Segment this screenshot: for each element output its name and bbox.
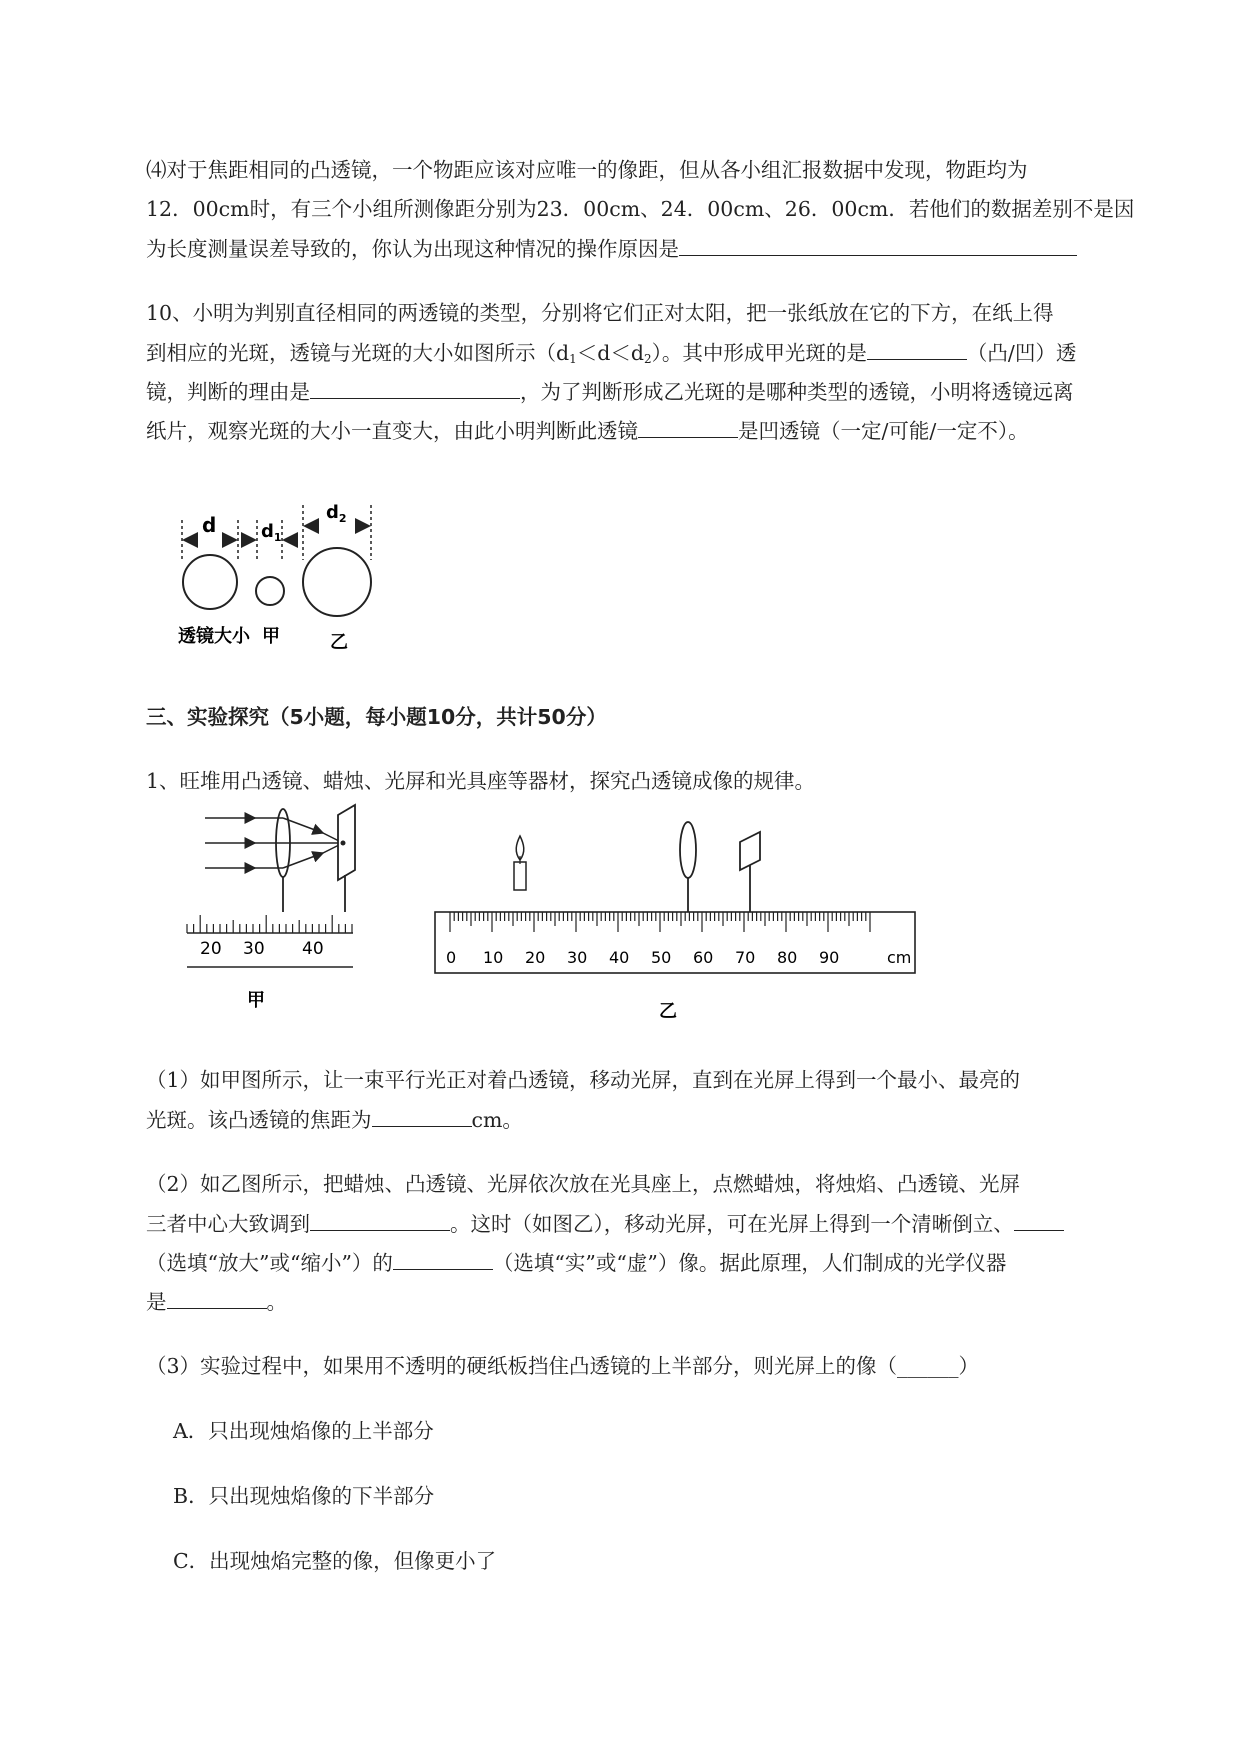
answer-blank[interactable] [867, 337, 967, 360]
jia-spot-diagram [243, 520, 296, 605]
convex-lens-icon [680, 822, 696, 878]
label-d1: $d_1$ [261, 521, 282, 544]
answer-blank[interactable] [1014, 1208, 1064, 1231]
exp1-p1-line2: 光斑。该凸透镜的焦距为 cm。 [146, 1104, 523, 1135]
q9-part4-line2: 12．00cm时，有三个小组所测像距分别为23．00cm、24．00cm、26．00cm．若他们的数据差别不是因 [146, 197, 1135, 221]
tick-label: 90 [819, 948, 840, 967]
caption-jia: 甲 [247, 990, 265, 1011]
exp1-p2-line2: 三者中心大致调到 。这时（如图乙），移动光屏，可在光屏上得到一个清晰倒立、 [146, 1208, 1064, 1239]
answer-blank[interactable] [167, 1286, 267, 1309]
label-d: d [202, 513, 217, 537]
tick-label: 10 [483, 948, 504, 967]
section3-heading: 三、实验探究（5小题，每小题10分，共计50分） [146, 705, 607, 729]
tick-label: 70 [735, 948, 756, 967]
light-screen-icon [740, 832, 760, 870]
candle-icon [514, 836, 526, 890]
tick-label: 40 [609, 948, 630, 967]
option-a[interactable]: A．只出现烛焰像的上半部分 [173, 1419, 434, 1443]
unit-label: cm [887, 948, 912, 967]
exp1-p2-line3: （选填“放大”或“缩小”）的 （选填“实”或“虚”）像。据此原理，人们制成的光学仪器 [146, 1247, 1006, 1278]
exp1-p2-line1: （2）如乙图所示，把蜡烛、凸透镜、光屏依次放在光具座上，点燃蜡烛，将烛焰、凸透镜、光屏 [146, 1172, 1021, 1196]
tick-label: 60 [693, 948, 714, 967]
caption-jia: 甲 [262, 626, 280, 647]
ruler-yi [450, 912, 870, 932]
tick-label: 80 [777, 948, 798, 967]
answer-blank[interactable] [310, 1208, 450, 1231]
tick-label: 40 [302, 939, 324, 959]
lens-size-diagram [182, 513, 238, 609]
tick-label: 20 [525, 948, 546, 967]
ruler-yi-labels [446, 948, 839, 967]
q10-line2: 到相应的光斑，透镜与光斑的大小如图所示$(d_1<d<d_2)$。其中形成甲光斑的是 （凸/凹）透 [146, 337, 1076, 374]
exp1-intro: 1、旺堆用凸透镜、蜡烛、光屏和光具座等器材，探究凸透镜成像的规律。 [146, 769, 816, 793]
answer-blank[interactable] [638, 415, 738, 438]
caption-yi: 乙 [330, 632, 348, 653]
exp1-p3-line: （3）实验过程中，如果用不透明的硬纸板挡住凸透镜的上半部分，则光屏上的像（______） [146, 1354, 980, 1378]
exp1-p2-line4: 是 。 [146, 1286, 287, 1317]
exp1-p1-line1: （1）如甲图所示，让一束平行光正对着凸透镜，移动光屏，直到在光屏上得到一个最小、最亮的 [146, 1068, 1021, 1092]
lens-spot-figure [170, 490, 430, 660]
option-b[interactable]: B．只出现烛焰像的下半部分 [173, 1484, 435, 1508]
q10-line3: 镜，判断的理由是 ，为了判断形成乙光斑的是哪种类型的透镜，小明将透镜远离 [146, 376, 1074, 407]
figure-jia-focal-length [175, 800, 405, 1015]
label-d2: $d_2$ [326, 502, 347, 525]
q9-part4-line3: 为长度测量误差导致的，你认为出现这种情况的操作原因是 [146, 233, 1077, 264]
tick-label: 50 [651, 948, 672, 967]
caption-yi: 乙 [659, 1001, 677, 1022]
answer-blank[interactable] [310, 376, 520, 399]
answer-blank[interactable] [679, 233, 1077, 256]
light-screen-icon [338, 805, 355, 880]
yi-spot-diagram [303, 502, 371, 616]
option-c[interactable]: C．出现烛焰完整的像，但像更小了 [173, 1549, 497, 1573]
caption-lens-size: 透镜大小 [178, 626, 250, 647]
q10-line4: 纸片，观察光斑的大小一直变大，由此小明判断此透镜 是凹透镜（一定/可能/一定不）。 [146, 415, 1029, 446]
tick-label: 20 [200, 939, 222, 959]
parallel-rays [205, 818, 343, 868]
tick-label: 30 [243, 939, 265, 959]
q9-part4-line1: ⑷对于焦距相同的凸透镜，一个物距应该对应唯一的像距，但从各小组汇报数据中发现，物距均为 [146, 158, 1028, 182]
tick-label: 0 [446, 948, 457, 967]
answer-blank[interactable] [372, 1104, 472, 1127]
q10-line1: 10、小明为判别直径相同的两透镜的类型，分别将它们正对太阳，把一张纸放在它的下方，在纸上得 [146, 301, 1054, 325]
answer-blank[interactable] [393, 1247, 493, 1270]
tick-label: 30 [567, 948, 588, 967]
figure-yi-optical-bench [432, 800, 922, 1025]
ruler-jia [187, 915, 352, 933]
